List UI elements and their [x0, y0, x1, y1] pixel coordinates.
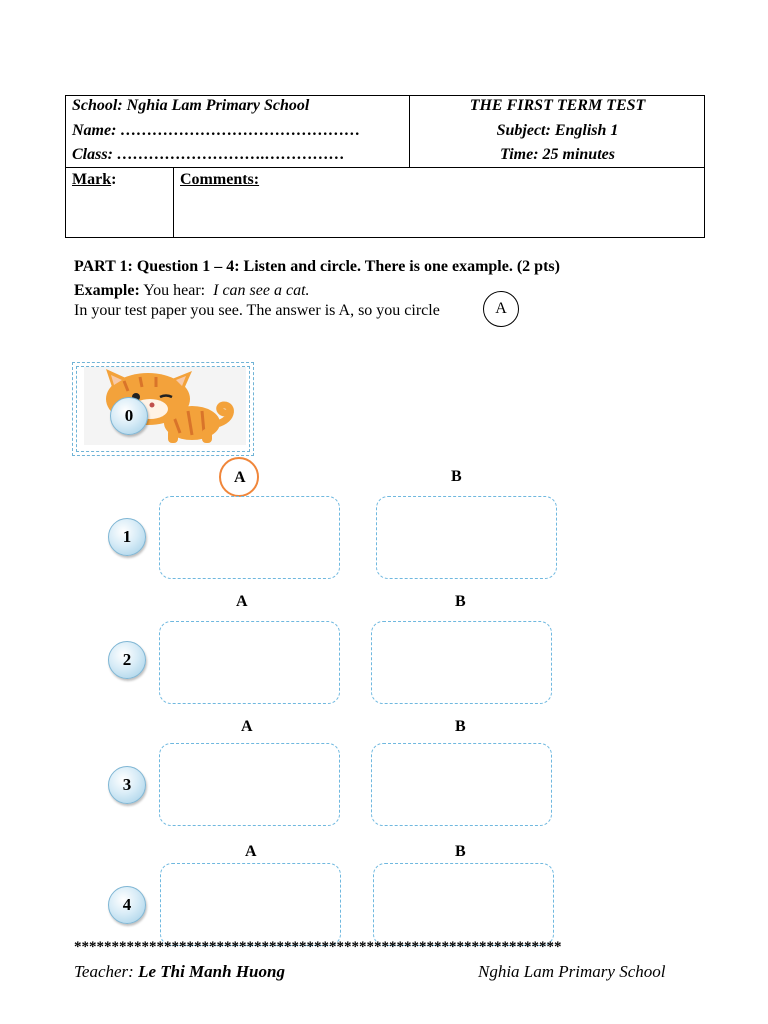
q3-option-a-box[interactable]	[159, 743, 340, 826]
q3-label-b: B	[455, 718, 466, 735]
separator-stars: *****************************************************************	[74, 939, 562, 955]
q4-option-a-box[interactable]	[160, 863, 341, 946]
q2-option-a-box[interactable]	[159, 621, 340, 704]
example-circled-answer: A	[483, 291, 519, 327]
q4-option-b-box[interactable]	[373, 863, 554, 946]
q2-option-b-box[interactable]	[371, 621, 552, 704]
mark-label: Mark:	[72, 171, 117, 188]
q4-label-a: A	[245, 843, 257, 860]
header-divider	[173, 167, 174, 238]
part1-title: PART 1: Question 1 – 4: Listen and circle. There is one example. (2 pts)	[74, 258, 560, 275]
header-table	[65, 95, 705, 238]
cat-icon	[84, 367, 246, 445]
q2-label-b: B	[455, 593, 466, 610]
q1-option-a-box[interactable]	[159, 496, 340, 579]
q2-number: 2	[108, 641, 146, 679]
example-line: Example: You hear: I can see a cat.	[74, 282, 310, 299]
q3-number: 3	[108, 766, 146, 804]
example-number: 0	[110, 397, 148, 435]
q3-option-b-box[interactable]	[371, 743, 552, 826]
q1-option-b-box[interactable]	[376, 496, 557, 579]
class-field: Class: ……………………….……………	[72, 146, 345, 163]
comments-label: Comments:	[180, 171, 260, 188]
q2-label-a: A	[236, 593, 248, 610]
subject-field: Subject: English 1	[496, 122, 619, 139]
q1-label-b: B	[451, 468, 462, 485]
q4-number: 4	[108, 886, 146, 924]
instruction-line: In your test paper you see. The answer is A, so you circle	[74, 302, 440, 319]
q1-label-a: A	[234, 469, 246, 486]
school-field: School: Nghia Lam Primary School	[72, 97, 310, 114]
q4-label-b: B	[455, 843, 466, 860]
q3-label-a: A	[241, 718, 253, 735]
name-field: Name: ………………………………………	[72, 122, 361, 139]
test-title: THE FIRST TERM TEST	[469, 97, 646, 114]
teacher-credit: Teacher: Le Thi Manh Huong	[74, 962, 285, 981]
time-field: Time: 25 minutes	[500, 146, 615, 163]
header-divider	[66, 167, 704, 168]
q1-number: 1	[108, 518, 146, 556]
footer-school: Nghia Lam Primary School	[478, 962, 666, 981]
